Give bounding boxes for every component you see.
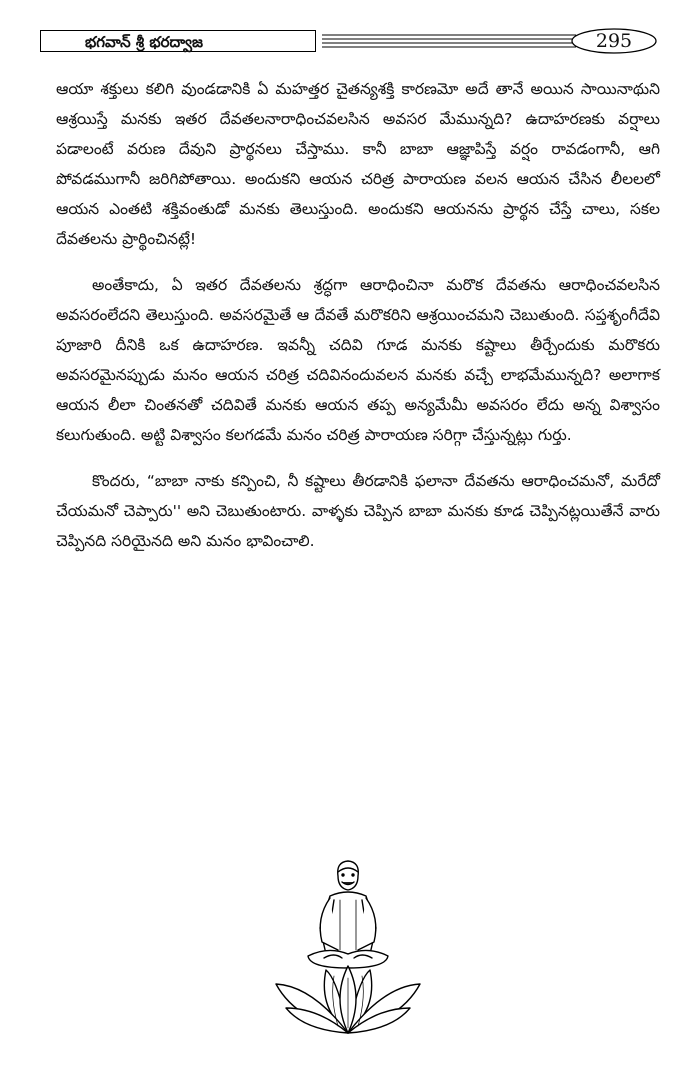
page-header: [40, 30, 660, 56]
paragraph-2: అంతేకాదు, ఏ ఇతర దేవతలను శ్రద్ధగా ఆరాధించినా మరొక దేవతను ఆరాధించవలసిన అవసరంలేదని తెలుస్తుంది. అవసరమైతే ఆ దేవతే మరొకరిని ఆశ్రయించమని చెబుతుంది. సప్తశృంగీదేవి పూజారి దీనికి ఒక ఉదాహరణ. ఇవన్నీ చదివి గూడ మనకు కష్టాలు తీర్చేందుకు మరొకరు అవసరమైనప్పుడు మనం ఆయన చరిత్ర చదివినందువలన మనకు వచ్చే లాభమేమున్నది? అలాగాక ఆయన లీలా చింతనతో చదివితే మనకు ఆయన తప్ప అన్యమేమీ అవసరం లేదు అన్న విశ్వాసం కలుగుతుంది. అట్టి విశ్వాసం కలగడమే మనం చరిత్ర పారాయణ సరిగ్గా చేస్తున్నట్లు గుర్తు.: [56, 276, 660, 444]
paragraph-3: కొందరు, “బాబా నాకు కన్పించి, నీ కష్టాలు తీరడానికి ఫలానా దేవతను ఆరాధించమనో, మరేదో చేయమనో చెప్పారు'' అని చెబుతుంటారు. వాళ్ళకు చెప్పిన బాబా మనకు కూడ చెప్పినట్లయితేనే వారు చెప్పినది సరియైనది అని మనం భావించాలి.: [56, 472, 660, 550]
sai-baba-on-lotus-illustration: [268, 858, 428, 1036]
body-text: [56, 74, 660, 572]
book-title: భగవాన్ శ్రీ భరద్వాజ: [85, 33, 203, 51]
header-rule-lines: [322, 33, 576, 49]
page-number: 295: [595, 30, 633, 52]
paragraph-1: ఆయా శక్తులు కలిగి వుండడానికి ఏ మహత్తర చైతన్యశక్తి కారణమో అదే తానే అయిన సాయినాథుని ఆశ్రయిస్తే మనకు ఇతర దేవతలనారాధించవలసిన అవసర మేమున్నది? ఉదాహరణకు వర్షాలు పడాలంటే వరుణ దేవుని ప్రార్థనలు చేస్తాము. కానీ బాబా ఆజ్ఞాపిస్తే వర్షం రావడంగానీ, ఆగి పోవడముగానీ జరిగిపోతాయి. అందుకని ఆయన చరిత్ర పారాయణ వలన ఆయన చేసిన లీలలలో ఆయన ఎంతటి శక్తివంతుడో మనకు తెలుస్తుంది. అందుకని ఆయనను ప్రార్థన చేస్తే చాలు, సకల దేవతలను ప్రార్థించినట్లే!: [56, 80, 660, 248]
book-title-box: [40, 30, 316, 52]
page-number-badge: [570, 27, 658, 55]
